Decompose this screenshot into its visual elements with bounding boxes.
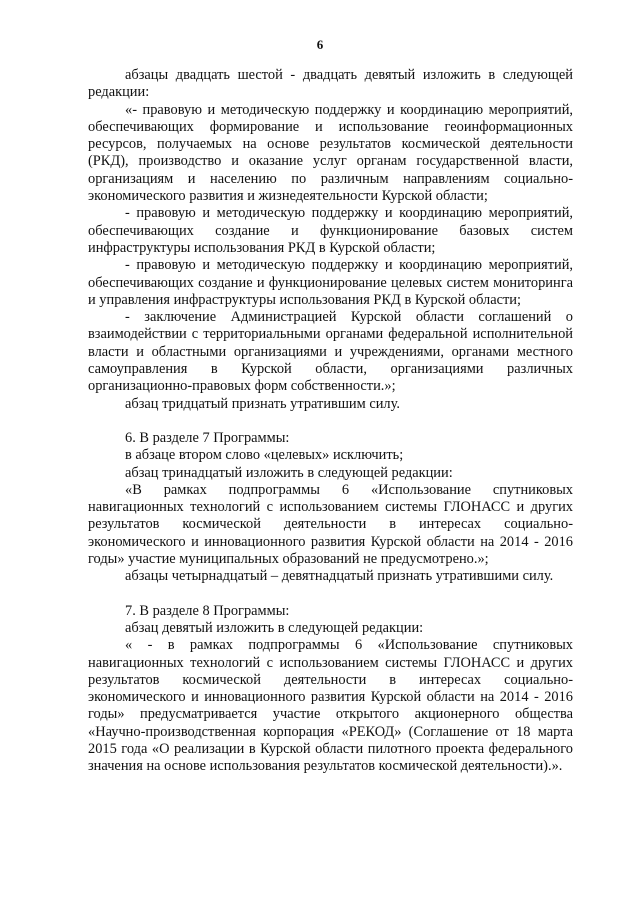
- document-body: [88, 67, 573, 776]
- paragraph: «В рамках подпрограммы 6 «Использование спутниковых навигационных технологий с использованием системы ГЛОНАСС и других результатов космической деятельности в интересах социально-экономического и инновационного развития Курской области на 2014 - 2016 годы» участие муниципальных образований не предусмотрено.»;: [88, 481, 573, 568]
- paragraph: - правовую и методическую поддержку и координацию мероприятий, обеспечивающих создание и функционирование базовых систем инфраструктуры использования РКД в Курской области;: [88, 205, 573, 256]
- paragraph: абзацы четырнадцатый – девятнадцатый признать утратившими силу.: [125, 568, 554, 585]
- paragraph: « - в рамках подпрограммы 6 «Использование спутниковых навигационных технологий с использованием системы ГЛОНАСС и других результатов космической деятельности в интересах социально-экономического и инновационного развития Курской области на 2014 - 2016 годы» предусматривается участие открытого акционерного общества «Научно-производственная корпорация «РЕКОД» (Соглашение от 18 марта 2015 года «О реализации в Курской области пилотного проекта федерального значения на основе использования результатов космической деятельности).».: [88, 637, 573, 775]
- paragraph: 7. В разделе 8 Программы:: [125, 602, 290, 619]
- paragraph: в абзаце втором слово «целевых» исключить;: [125, 447, 404, 464]
- paragraph: 6. В разделе 7 Программы:: [125, 429, 290, 446]
- paragraph-spacer: [88, 586, 573, 603]
- paragraph: - правовую и методическую поддержку и координацию мероприятий, обеспечивающих создание и функционирование целевых систем мониторинга и управления инфраструктуры использования РКД в Курской области;: [88, 257, 573, 308]
- paragraph: абзацы двадцать шестой - двадцать девятый изложить в следующей редакции:: [88, 67, 573, 101]
- page-number: 6: [316, 37, 324, 52]
- paragraph: абзац девятый изложить в следующей редакции:: [125, 619, 424, 636]
- paragraph: абзац тринадцатый изложить в следующей редакции:: [125, 464, 453, 481]
- paragraph-spacer: [88, 413, 573, 430]
- paragraph: «- правовую и методическую поддержку и координацию мероприятий, обеспечивающих формирование и использование геоинформационных ресурсов, получаемых на основе результатов космической деятельности (РКД), производство и оказание услуг органам государственной власти, организациям и населению по различным направлениям социально-экономического развития и жизнедеятельности Курской области;: [88, 101, 573, 205]
- paragraph: абзац тридцатый признать утратившим силу.: [125, 395, 400, 412]
- paragraph: - заключение Администрацией Курской области соглашений о взаимодействии с территориальными органами федеральной исполнительной власти и областными организациями и учреждениями, органами местного самоуправления в Курской области, организациями различных организационно-правовых форм собственности.»;: [88, 309, 573, 395]
